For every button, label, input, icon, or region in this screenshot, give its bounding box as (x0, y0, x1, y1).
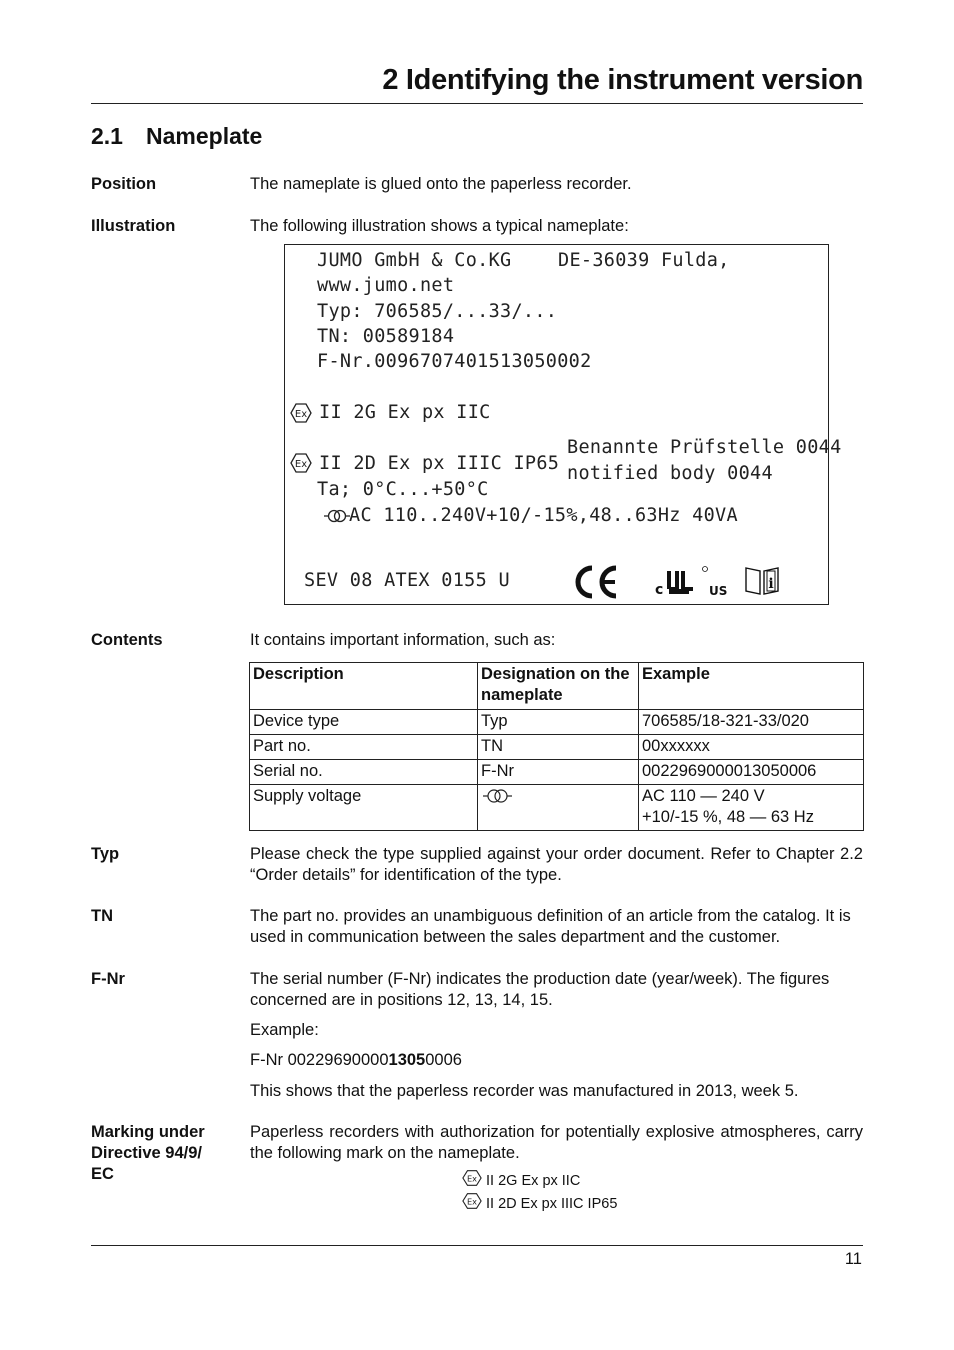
nameplate-ex2: II 2D Ex px IIIC IP65 (319, 453, 560, 474)
svg-text:Ex: Ex (467, 1196, 477, 1207)
table-cell (639, 785, 864, 831)
typ-text: Please check the type supplied against your order document. Refer to Chapter 2.2 “Order details” for identification of the type. (250, 845, 863, 884)
svg-text:Ex: Ex (294, 459, 308, 470)
table-cell: Typ (478, 710, 639, 735)
nameplate-ta: Ta; 0°C...+50°C (317, 479, 489, 500)
table-header-row (250, 663, 864, 710)
table-cell: 00xxxxxx (639, 735, 864, 760)
marking-text: Paperless recorders with authorization for potentially explosive atmospheres, carry the following mark on the nameplate. (250, 1123, 863, 1162)
fnr-text: The serial number (F-Nr) indicates the production date (year/week). The figures concerned are in positions 12, 13, 14, 15. (250, 970, 830, 1009)
fnr-example-label: Example: (250, 1021, 319, 1039)
table-cell: Serial no. (250, 760, 478, 785)
svg-text:Ex: Ex (294, 409, 308, 420)
fnr-conclusion: This shows that the paperless recorder was manufactured in 2013, week 5. (250, 1082, 799, 1100)
page-number: 11 (844, 1250, 862, 1268)
marking-label-line: Marking under (91, 1123, 205, 1141)
svg-text:c: c (655, 582, 664, 598)
read-manual-icon (743, 565, 781, 597)
table-cell: 0022969000013050006 (639, 760, 864, 785)
nameplate-body-de: Benannte Prüfstelle 0044 (567, 437, 842, 458)
table-row (250, 760, 864, 785)
table-header: Description (250, 663, 478, 710)
nameplate-company: JUMO GmbH & Co.KG (317, 250, 512, 271)
supply-tolerance: +10/-15 %, 48 — 63 Hz (642, 808, 814, 826)
fnr-example-prefix: F-Nr 00229690000 (250, 1051, 389, 1069)
nameplate-tn: TN: 00589184 (317, 326, 455, 347)
marking-label-line: EC (91, 1165, 114, 1183)
svg-text:Ex: Ex (467, 1173, 477, 1184)
table-cell (478, 785, 639, 831)
contents-text: It contains important information, such as: (250, 631, 556, 649)
ex-hexagon-icon (290, 402, 312, 424)
table-cell: Device type (250, 710, 478, 735)
section-name: Nameplate (146, 123, 263, 149)
marking-ex-2g (462, 1168, 580, 1191)
table-row (250, 785, 864, 831)
position-label: Position (91, 175, 157, 193)
nameplate-illustration (284, 244, 842, 605)
table-cell: 706585/18-321-33/020 (639, 710, 864, 735)
nameplate-typ: Typ: 706585/...33/... (317, 301, 558, 322)
fnr-example (250, 1050, 863, 1071)
marking-ex-2d (462, 1191, 617, 1214)
table-cell: F-Nr (478, 760, 639, 785)
culus-mark-icon (653, 565, 729, 599)
tn-text: The part no. provides an unambiguous definition of an article from the catalog. It is used in communication between the sales department and the customer. (250, 907, 851, 946)
fnr-label: F-Nr (91, 970, 125, 988)
svg-text:i: i (768, 576, 774, 592)
marking-ex-2d-text: II 2D Ex px IIIC IP65 (486, 1196, 618, 1212)
ac-supply-icon (481, 786, 515, 806)
table-row (250, 735, 864, 760)
ex-hexagon-icon (290, 452, 312, 474)
table-cell: TN (478, 735, 639, 760)
table-header: Designation on the nameplate (478, 663, 639, 710)
table-row (250, 710, 864, 735)
illustration-text: The following illustration shows a typical nameplate: (250, 217, 629, 235)
nameplate-supply: AC 110..240V+10/-15%,48..63Hz 40VA (349, 505, 738, 526)
svg-text:US: US (709, 584, 728, 598)
nameplate-ex1: II 2G Ex px IIC (319, 402, 491, 423)
nameplate-info-table (249, 662, 864, 831)
nameplate-body-en: notified body 0044 (567, 463, 773, 484)
ex-hexagon-icon (462, 1168, 482, 1188)
position-text: The nameplate is glued onto the paperless recorder. (250, 175, 632, 193)
table-header: Example (639, 663, 864, 710)
nameplate-web: www.jumo.net (317, 275, 455, 296)
tn-label: TN (91, 907, 113, 925)
chapter-title: 2 Identifying the instrument version (382, 64, 863, 96)
marking-ex-2g-text: II 2G Ex px IIC (486, 1173, 581, 1189)
fnr-example-highlight: 1305 (388, 1051, 426, 1069)
table-cell: Part no. (250, 735, 478, 760)
fnr-example-suffix: 0006 (425, 1051, 462, 1069)
section-number: 2.1 (91, 123, 123, 149)
marking-label-line: Directive 94/9/ (91, 1144, 202, 1162)
footer-rule (91, 1245, 863, 1246)
table-cell: Supply voltage (250, 785, 478, 831)
illustration-label: Illustration (91, 217, 176, 235)
marking-label (91, 1122, 205, 1185)
ce-mark-icon (571, 563, 621, 601)
nameplate-fnr: F-Nr.0096707401513050002 (317, 351, 592, 372)
nameplate-city: DE-36039 Fulda, (558, 250, 730, 271)
header-rule (91, 103, 863, 104)
supply-range: AC 110 — 240 V (642, 787, 765, 805)
contents-label: Contents (91, 631, 163, 649)
typ-label: Typ (91, 845, 120, 863)
section-title (91, 123, 262, 150)
ac-supply-icon (323, 507, 351, 525)
ex-hexagon-icon (462, 1191, 482, 1211)
nameplate-sev: SEV 08 ATEX 0155 U (304, 570, 510, 591)
